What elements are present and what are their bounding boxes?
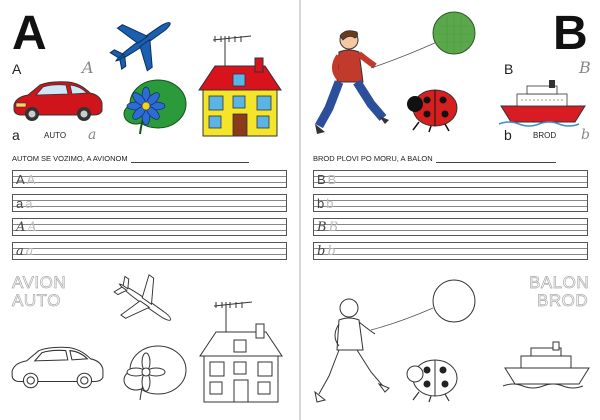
lower-print-a: a [12, 127, 20, 143]
practice-row[interactable] [12, 170, 287, 188]
big-letter-b: B [553, 7, 588, 60]
practice-lead: B [317, 172, 326, 187]
practice-ghost: A [27, 220, 37, 235]
outline-word-balon: BALON [529, 273, 590, 292]
left-page [0, 0, 299, 420]
outline-word-auto: AUTO [12, 291, 61, 310]
right-page [301, 0, 600, 420]
practice-row[interactable] [313, 242, 588, 260]
outline-word-brod: BROD [537, 291, 589, 310]
lower-cursive-a: a [88, 127, 97, 143]
practice-lead: A [16, 220, 26, 235]
practice-ghost: A [26, 172, 36, 187]
practice-ghost: a [25, 244, 34, 259]
balloon-outline-icon[interactable] [431, 278, 477, 324]
practice-row[interactable] [313, 194, 588, 212]
practice-row[interactable] [12, 242, 287, 260]
upper-print-a: A [12, 61, 22, 77]
practice-ghost: B [327, 172, 337, 187]
outline-word-avion: AVION [12, 273, 67, 292]
airplane-icon [108, 12, 178, 72]
practice-ghost: b [326, 196, 334, 211]
sentence-b-blank[interactable] [436, 156, 556, 163]
car-label: AUTO [44, 131, 67, 140]
sentence-a [12, 154, 249, 163]
car-icon [10, 75, 105, 123]
boat-outline-icon[interactable] [501, 340, 593, 390]
big-letter-a: A [12, 7, 47, 60]
car-outline-icon[interactable] [8, 340, 106, 390]
practice-lead: b [317, 244, 326, 259]
upper-cursive-b: B [579, 58, 591, 77]
balloon-icon [431, 10, 477, 56]
practice-row[interactable] [313, 170, 588, 188]
ladybug-icon [405, 82, 461, 132]
boat-label: BROD [533, 131, 557, 140]
sentence-a-text: AUTOM SE VOZIMO, A AVIONOM [12, 154, 128, 163]
practice-ghost: b [327, 244, 336, 259]
sentence-a-blank[interactable] [131, 156, 249, 163]
sentence-b-text: BROD PLOVI PO MORU, A BALON [313, 154, 433, 163]
upper-print-b: B [504, 61, 514, 77]
practice-lead: a [16, 196, 24, 211]
practice-lead: A [16, 172, 25, 187]
upper-cursive-a: A [82, 58, 94, 77]
house-icon [195, 30, 285, 138]
house-outline-icon[interactable] [196, 296, 286, 404]
practice-lead: B [317, 220, 327, 235]
practice-row[interactable] [313, 218, 588, 236]
practice-row[interactable] [12, 218, 287, 236]
practice-row[interactable] [12, 194, 287, 212]
flower-outline-icon[interactable] [118, 340, 188, 404]
lower-cursive-b: b [581, 127, 590, 143]
lower-print-b: b [504, 127, 512, 143]
practice-ghost: B [328, 220, 339, 235]
ladybug-outline-icon[interactable] [405, 352, 461, 402]
practice-lead: a [16, 244, 24, 259]
practice-ghost: a [25, 196, 33, 211]
flower-icon [118, 74, 188, 138]
airplane-outline-icon[interactable] [112, 272, 178, 332]
boy-outline-icon[interactable] [313, 294, 393, 406]
practice-lead: b [317, 196, 325, 211]
sentence-b [313, 154, 556, 163]
boat-icon [497, 78, 589, 128]
